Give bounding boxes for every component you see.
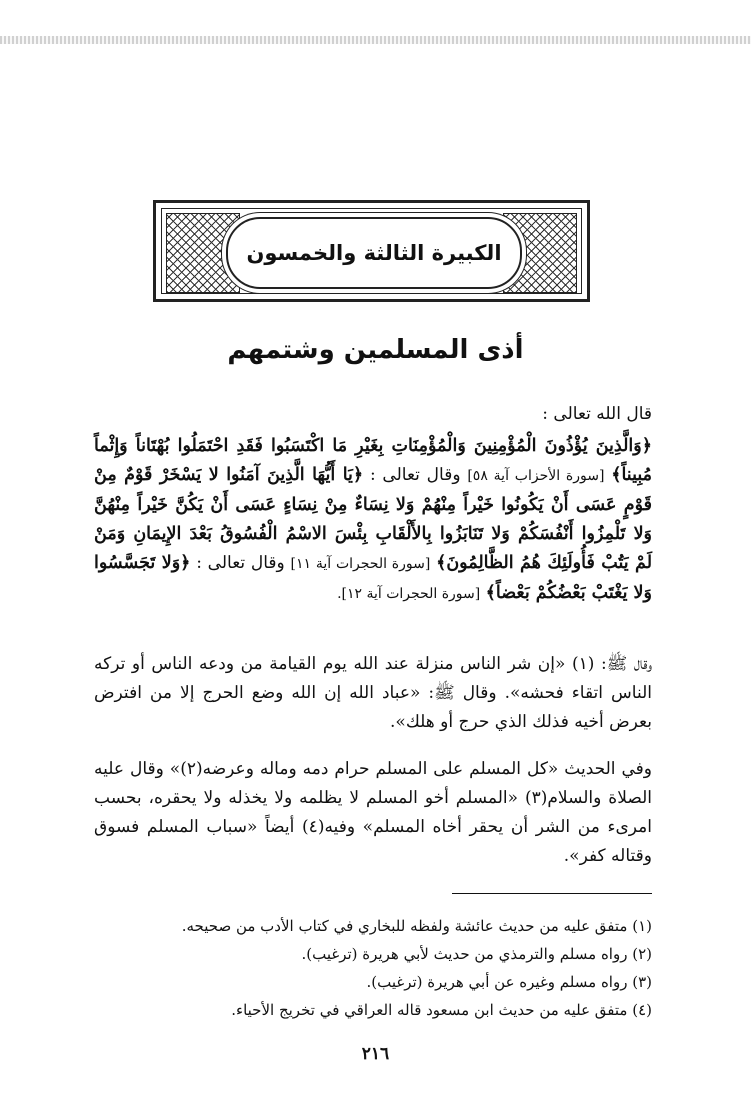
intro-line: قال الله تعالى : [542, 404, 652, 424]
footnote: (٢) رواه مسلم والترمذي من حديث لأبي هريرة (ترغيب). [301, 945, 652, 963]
quran-block [94, 432, 652, 609]
hadith-paragraph: وفي الحديث «كل المسلم على المسلم حرام دمه وماله وعرضه(٢)» وقال عليه الصلاة والسلام(٣) «المسلم أخو المسلم لا يظلمه ولا يخذله ولا يحقره، بحسب امرىء من الشر أن يحقر أخاه المسلم» وفيه(٤) أيضاً «سباب المسلم فسوق وقتاله كفر». [94, 759, 653, 866]
verse-reference: [سورة الأحزاب آية ٥٨] [467, 468, 605, 484]
footnote: (٤) متفق عليه من حديث ابن مسعود قاله العراقي في تخريج الأحياء. [231, 1001, 652, 1019]
verse-reference: [سورة الحجرات آية ١٢]. [337, 586, 481, 602]
footnotes [94, 912, 652, 1024]
page-number: ٢١٦ [361, 1044, 390, 1064]
banner-title: الكبيرة الثالثة والخمسون [246, 241, 502, 265]
quran-verse: ﴿يَا أَيُّهَا الَّذِينَ آمَنُوا لا يَسْخَرْ قَوْمٌ مِنْ قَوْمٍ عَسَى أَنْ يَكُونُوا خَيْراً مِنْهُمْ وَلا نِسَاءٌ مِنْ نِسَاءٍ عَسَى أَنْ يَكُنَّ خَيْراً مِنْهُنَّ وَلا تَلْمِزُوا أَنْفُسَكُمْ وَلا تَنَابَزُوا بِالأَلْقَابِ بِئْسَ الاسْمُ الْفُسُوقُ بَعْدَ الإِيمَانِ وَمَنْ لَمْ يَتُبْ فَأُولَئِكَ هُمُ الظَّالِمُونَ﴾ [94, 465, 653, 573]
chapter-title: أذى المسلمين وشتمهم [227, 335, 524, 365]
footnote-separator [452, 893, 652, 894]
hadith-paragraph: وقال ﷺ: (١) «إن شر الناس منزلة عند الله يوم القيامة من ودعه الناس أو تركه الناس اتقاء فحشه». وقال ﷺ: «عباد الله إن الله وضع الحرج إلا من افترض بعرض أخيه فذلك الذي حرج أو هلك». [94, 654, 653, 732]
connector-text: وقال تعالى : [369, 465, 461, 485]
banner-cartouche [226, 217, 522, 289]
footnote: (٣) رواه مسلم وغيره عن أبي هريرة (ترغيب). [366, 973, 652, 991]
verse-reference: [سورة الحجرات آية ١١] [290, 556, 431, 572]
footnote: (١) متفق عليه من حديث عائشة ولفظه للبخاري في كتاب الأدب من صحيحه. [181, 917, 652, 935]
scan-edge-artifact [0, 36, 751, 44]
quran-verse: ﴿وَالَّذِينَ يُؤْذُونَ الْمُؤْمِنِينَ وَالْمُؤْمِنَاتِ بِغَيْرِ مَا اكْتَسَبُوا فَقَدِ احْتَمَلُوا بُهْتَاناً وَإِثْماً مُبِيناً﴾ [94, 436, 653, 485]
quran-verse: ﴿وَلا تَجَسَّسُوا وَلا يَغْتَبْ بَعْضُكُمْ بَعْضاً﴾ [94, 553, 652, 603]
connector-text: وقال تعالى : [196, 553, 285, 573]
chapter-banner [153, 200, 590, 302]
